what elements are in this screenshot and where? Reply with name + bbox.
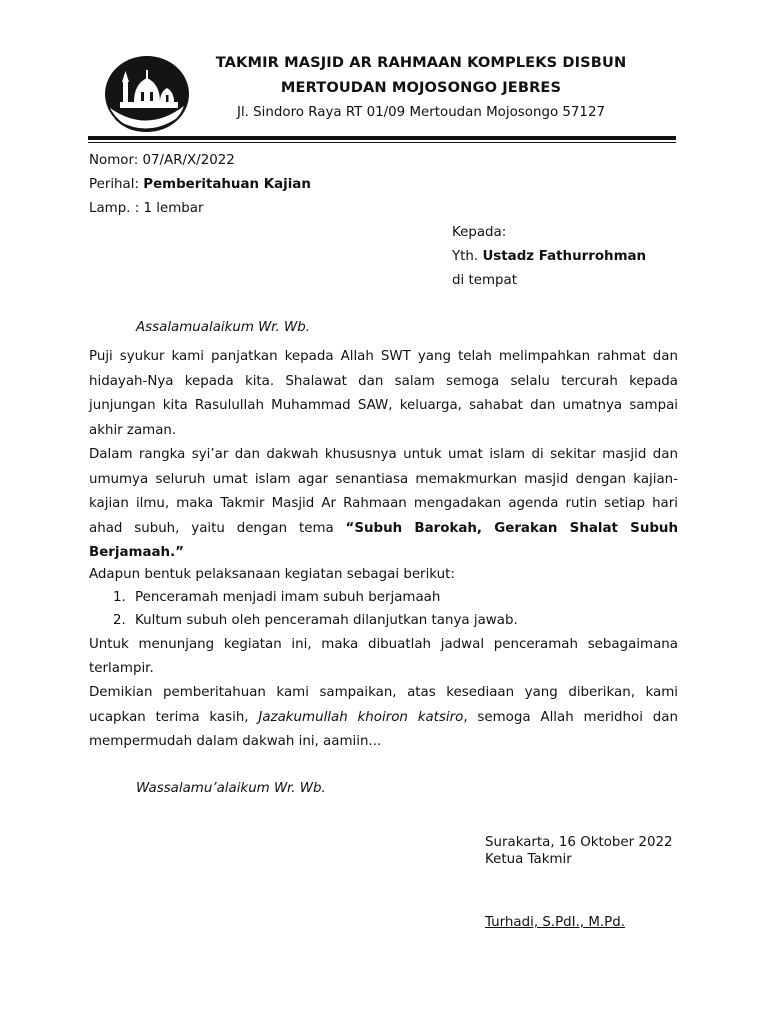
- perihal-value: Pemberitahuan Kajian: [143, 177, 311, 192]
- list-item-text: Penceramah menjadi imam subuh berjamaah: [135, 590, 441, 605]
- activities-intro: Adapun bentuk pelaksanaan kegiatan sebagai berikut:: [89, 567, 455, 582]
- salam-closing: Wassalamu’alaikum Wr. Wb.: [136, 781, 326, 796]
- paragraph-purpose: [89, 443, 678, 566]
- signature-name: Turhadi, S.PdI., M.Pd.: [485, 915, 626, 930]
- perihal-line: [89, 175, 311, 195]
- mosque-logo-icon: [104, 56, 190, 136]
- org-name-line1: TAKMIR MASJID AR RAHMAAN KOMPLEKS DISBUN: [215, 54, 627, 71]
- org-address: Jl. Sindoro Raya RT 01/09 Mertoudan Mojosongo 57127: [237, 105, 605, 120]
- theme-title: “Subuh Barokah, Gerakan Shalat Subuh Berjamaah.”: [89, 520, 678, 560]
- salam-opening: Assalamualaikum Wr. Wb.: [136, 320, 310, 335]
- list-item-number: 2.: [113, 613, 126, 628]
- recipient-place: di tempat: [452, 273, 517, 288]
- paragraph-purpose-text: Dalam rangka syi’ar dan dakwah khususnya untuk umat islam di sekitar masjid dan umumya seluruh umat islam agar senantiasa memakmurkan masjid dengan kajian-kajian ilmu, maka Takmir Masjid Ar Rahmaan mengadakan agenda rutin setiap hari ahad subuh, yaitu dengan tema: [89, 447, 678, 536]
- list-item: [113, 611, 518, 631]
- lampiran-line: Lamp. : 1 lembar: [89, 201, 204, 216]
- signature-role: Ketua Takmir: [485, 852, 572, 867]
- signature-place-date: Surakarta, 16 Oktober 2022: [485, 835, 673, 850]
- paragraph-schedule: Untuk menunjang kegiatan ini, maka dibuatlah jadwal penceramah sebagaimana terlampir.: [89, 637, 678, 676]
- list-item: [113, 588, 440, 608]
- paragraph-opening: Puji syukur kami panjatkan kepada Allah SWT yang telah melimpahkan rahmat dan hidayah-Nya kepada kita. Shalawat dan salam semoga selalu tercurah kepada junjungan kita Rasulullah Muhammad SAW, keluarga, sahabat dan umatnya sampai akhir zaman.: [89, 349, 678, 438]
- recipient-name-line: [452, 247, 646, 267]
- header-divider-thick: [88, 136, 676, 140]
- paragraph-closing: [89, 681, 678, 755]
- perihal-label: Perihal:: [89, 177, 144, 192]
- recipient-kepada: Kepada:: [452, 225, 507, 240]
- recipient-yth-label: Yth.: [452, 249, 483, 264]
- list-item-number: 1.: [113, 590, 126, 605]
- closing-italic-phrase: Jazakumullah khoiron katsiro: [258, 709, 464, 725]
- nomor-value: 07/AR/X/2022: [142, 153, 235, 168]
- org-name-line2: MERTOUDAN MOJOSONGO JEBRES: [280, 79, 562, 96]
- nomor-label: Nomor:: [89, 153, 143, 168]
- closing-text-after: , semoga Allah meridhoi dan mempermudah dalam dakwah ini, aamiin...: [89, 709, 678, 749]
- closing-text-before: Demikian pemberitahuan kami sampaikan, atas kesediaan yang diberikan, kami ucapkan terima kasih,: [89, 685, 678, 725]
- nomor-line: [89, 151, 235, 171]
- recipient-name: Ustadz Fathurrohman: [482, 249, 647, 264]
- list-item-text: Kultum subuh oleh penceramah dilanjutkan tanya jawab.: [135, 613, 518, 628]
- header-divider-thin: [88, 142, 676, 143]
